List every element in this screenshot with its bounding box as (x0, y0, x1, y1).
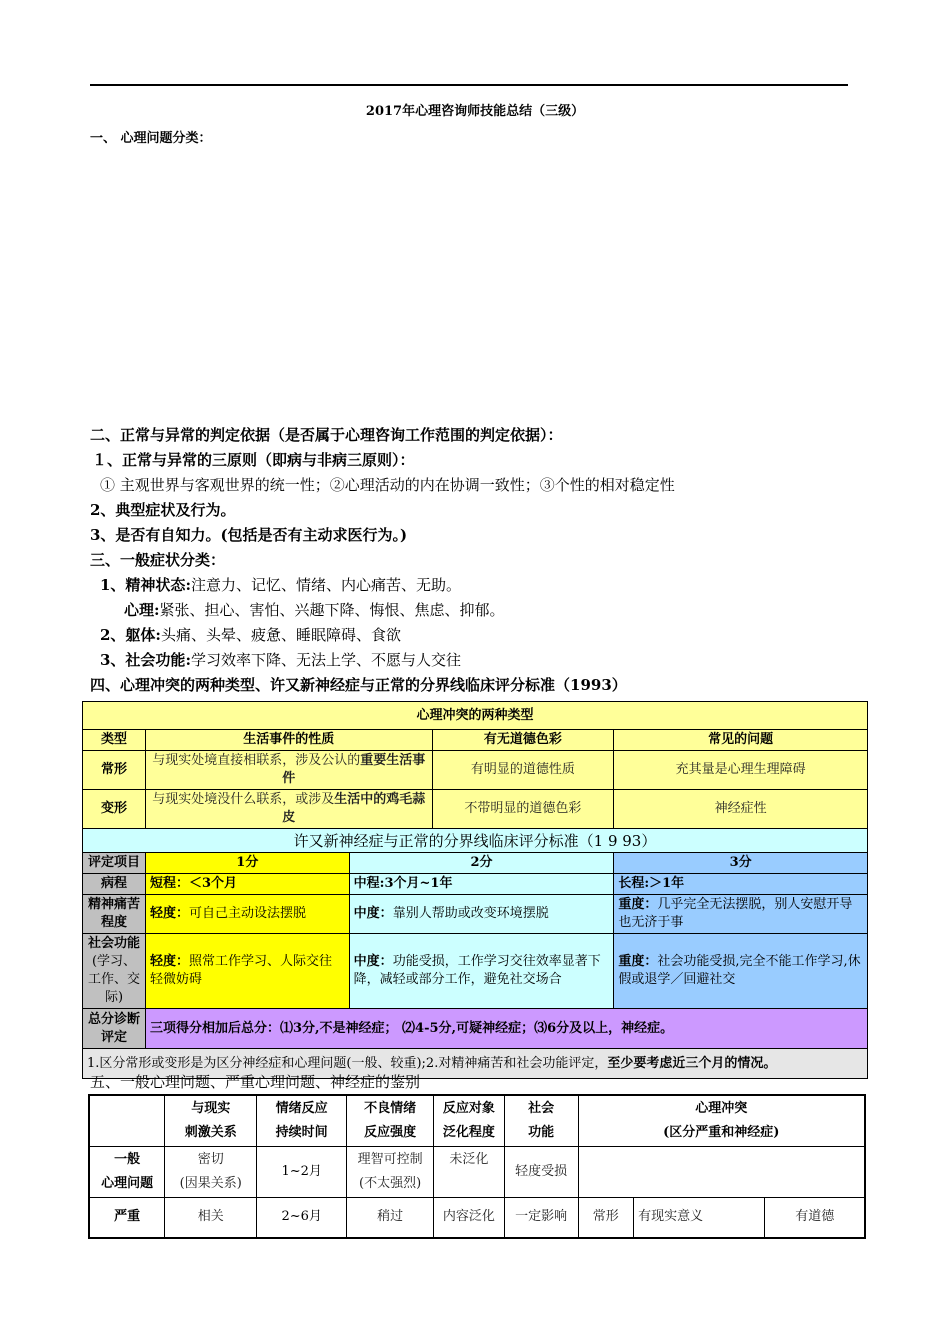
row-general: 一般 心理问题 (89, 1147, 165, 1198)
severe-reality: 相关 (165, 1198, 257, 1238)
course-score-1: 短程：＜3个月 (145, 874, 349, 895)
severe-social: 一定影响 (504, 1198, 578, 1238)
section-3-heading: 三、一般症状分类： (90, 551, 226, 569)
row-course: 病程 (83, 874, 146, 895)
general-generalization: 未泛化 (434, 1147, 505, 1198)
row-normal-common: 充其量是心理生理障碍 (614, 751, 868, 790)
course-score-3: 长程:＞1年 (614, 874, 868, 895)
col-duration: 情绪反应 持续时间 (257, 1095, 347, 1147)
scoring-table-title: 许又新神经症与正常的分界线临床评分标准（1 9 93） (83, 829, 868, 853)
col-conflict: 心理冲突 (区分严重和神经症) (578, 1095, 865, 1147)
scoring-note: 1.区分常形或变形是为区分神经症和心理问题(一般、较重);2.对精神痛苦和社会功能评定，至少要考虑近三个月的情况。 (83, 1049, 868, 1079)
severe-generalization: 内容泛化 (434, 1198, 505, 1238)
symptom-body: 2、躯体:头痛、头晕、疲惫、睡眠障碍、食欲 (100, 626, 401, 644)
row-normal-nature: 与现实处境直接相联系，涉及公认的重要生活事件 (145, 751, 432, 790)
header-empty (89, 1095, 165, 1147)
severe-duration: 2~6月 (257, 1198, 347, 1238)
col-intensity: 不良情绪 反应强度 (347, 1095, 434, 1147)
severe-conflict-type: 常形 (578, 1198, 634, 1238)
row-variant-common: 神经症性 (614, 790, 868, 829)
course-score-2: 中程:3个月~1年 (349, 874, 614, 895)
section-2-item-2: 2、典型症状及行为。 (90, 501, 236, 519)
social-score-2: 中度：功能受损，工作学习交往效率显著下降，减轻或部分工作，避免社交场合 (349, 934, 614, 1009)
conflict-table (82, 701, 868, 1079)
row-variant-type: 变形 (83, 790, 146, 829)
general-social: 轻度受损 (504, 1147, 578, 1198)
severe-conflict-moral: 有道德 (765, 1198, 865, 1238)
social-score-1: 轻度：照常工作学习、人际交往轻微妨碍 (145, 934, 349, 1009)
row-normal-moral: 有明显的道德性质 (432, 751, 614, 790)
row-normal-type: 常形 (83, 751, 146, 790)
row-severe: 严重 (89, 1198, 165, 1238)
row-variant-nature: 与现实处境没什么联系，或涉及生活中的鸡毛蒜皮 (145, 790, 432, 829)
col-social-function: 社会 功能 (504, 1095, 578, 1147)
col-type: 类型 (83, 730, 146, 751)
general-conflict (578, 1147, 865, 1198)
section-2-item-1: １、正常与异常的三原则（即病与非病三原则）： (92, 451, 415, 469)
col-generalization: 反应对象 泛化程度 (434, 1095, 505, 1147)
symptom-mental: 1、精神状态:注意力、记忆、情绪、内心痛苦、无助。 (100, 576, 461, 594)
col-score-3: 3分 (614, 853, 868, 874)
severe-conflict-reality: 有现实意义 (634, 1198, 765, 1238)
section-1-heading: 一、 心理问题分类： (90, 131, 212, 146)
differential-table (88, 1094, 866, 1239)
total-text: 三项得分相加后总分：⑴3分,不是神经症； ⑵4-5分,可疑神经症；⑶6分及以上，神经症。 (145, 1009, 867, 1049)
section-2-item-1-detail: ① 主观世界与客观世界的统一性；②心理活动的内在协调一致性；③个性的相对稳定性 (100, 476, 675, 494)
conflict-table-title: 心理冲突的两种类型 (83, 702, 868, 730)
col-item: 评定项目 (83, 853, 146, 874)
row-social: 社会功能(学习、工作、交际) (83, 934, 146, 1009)
row-pain: 精神痛苦程度 (83, 895, 146, 934)
col-common: 常见的问题 (614, 730, 868, 751)
pain-score-3: 重度：几乎完全无法摆脱，别人安慰开导也无济于事 (614, 895, 868, 934)
section-2-heading: 二、正常与异常的判定依据（是否属于心理咨询工作范围的判定依据）： (90, 426, 563, 444)
general-intensity: 理智可控制 (不太强烈) (347, 1147, 434, 1198)
severe-intensity: 稍过 (347, 1198, 434, 1238)
col-score-1: 1分 (145, 853, 349, 874)
page-title: 2017年心理咨询师技能总结（三级） (365, 104, 585, 119)
general-duration: 1~2月 (257, 1147, 347, 1198)
pain-score-2: 中度：靠别人帮助或改变环境摆脱 (349, 895, 614, 934)
row-total: 总分诊断评定 (83, 1009, 146, 1049)
row-variant-moral: 不带明显的道德色彩 (432, 790, 614, 829)
section-5-heading: 五、一般心理问题、严重心理问题、神经症的鉴别 (90, 1073, 421, 1091)
col-nature: 生活事件的性质 (145, 730, 432, 751)
symptom-psych: 心理:紧张、担心、害怕、兴趣下降、悔恨、焦虑、抑郁。 (124, 601, 505, 619)
symptom-social: 3、社会功能:学习效率下降、无法上学、不愿与人交往 (100, 651, 461, 669)
pain-score-1: 轻度：可自己主动设法摆脱 (145, 895, 349, 934)
section-2-item-3: 3、是否有自知力。(包括是否有主动求医行为。) (90, 526, 408, 544)
col-moral: 有无道德色彩 (432, 730, 614, 751)
col-reality: 与现实 刺激关系 (165, 1095, 257, 1147)
header-rule (90, 84, 848, 86)
section-4-heading: 四、心理冲突的两种类型、许又新神经症与正常的分界线临床评分标准（1993） (90, 676, 627, 694)
social-score-3: 重度：社会功能受损,完全不能工作学习,休假或退学／回避社交 (614, 934, 868, 1009)
general-reality: 密切 (因果关系) (165, 1147, 257, 1198)
col-score-2: 2分 (349, 853, 614, 874)
